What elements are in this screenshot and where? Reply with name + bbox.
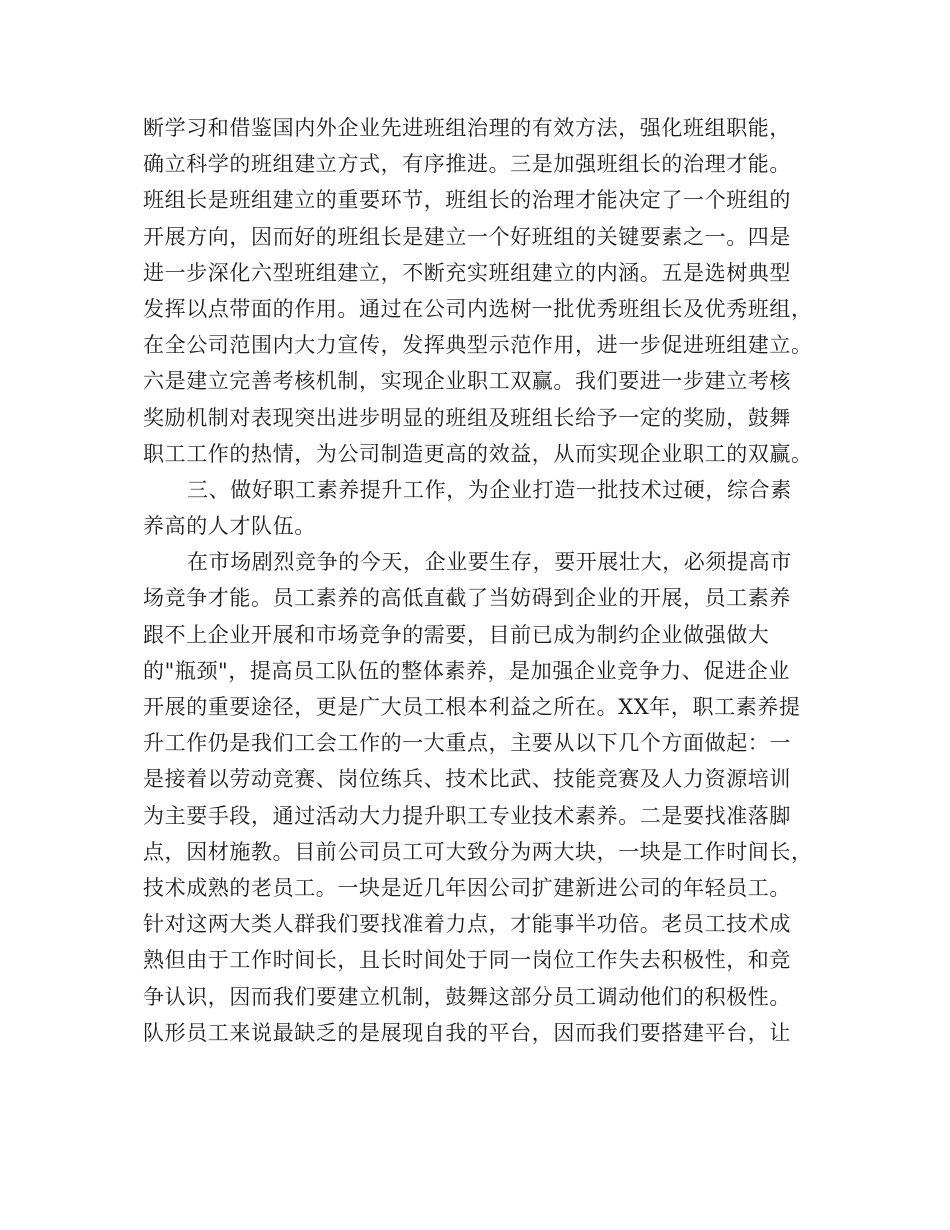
text-line: 升工作仍是我们工会工作的一大重点，主要从以下几个方面做起：一 bbox=[143, 731, 791, 756]
text-line: 技术成熟的老员工。一块是近几年因公司扩建新进公司的年轻员工。 bbox=[143, 875, 791, 900]
text-line: 在全公司范围内大力宣传，发挥典型示范作用，进一步促进班组建立。 bbox=[143, 333, 813, 358]
text-line: 开展方向，因而好的班组长是建立一个好班组的关键要素之一。四是 bbox=[143, 224, 791, 249]
document-body bbox=[143, 110, 813, 1051]
text-line: 发挥以点带面的作用。通过在公司内选树一批优秀班组长及优秀班组， bbox=[143, 296, 813, 321]
text-line: 开展的重要途径，更是广大员工根本利益之所在。XX年，职工素养提 bbox=[143, 695, 801, 719]
text-line: 是接着以劳动竞赛、岗位练兵、技术比武、技能竞赛及人力资源培训 bbox=[143, 767, 791, 792]
text-line: 在市场剧烈竞争的今天，企业要生存，要开展壮大，必须提高市 bbox=[187, 550, 792, 575]
text-line: 确立科学的班组建立方式，有序推进。三是加强班组长的治理才能。 bbox=[143, 152, 791, 177]
text-line: 熟但由于工作时间长，且长时间处于同一岗位工作失去积极性，和竞 bbox=[143, 948, 791, 973]
text-line: 争认识，因而我们要建立机制，鼓舞这部分员工调动他们的积极性。 bbox=[143, 984, 791, 1009]
text-line: 奖励机制对表现突出进步明显的班组及班组长给予一定的奖励，鼓舞 bbox=[143, 405, 791, 430]
text-line: 的"瓶颈"，提高员工队伍的整体素养，是加强企业竞争力、促进企业 bbox=[143, 658, 790, 683]
text-line: 场竞争才能。员工素养的高低直截了当妨碍到企业的开展，员工素养 bbox=[143, 586, 791, 611]
text-line: 点，因材施教。目前公司员工可大致分为两大块，一块是工作时间长， bbox=[143, 839, 813, 864]
text-line: 针对这两大类人群我们要找准着力点，才能事半功倍。老员工技术成 bbox=[143, 912, 791, 937]
text-line: 职工工作的热情，为公司制造更高的效益，从而实现企业职工的双赢。 bbox=[143, 441, 813, 466]
text-line: 六是建立完善考核机制，实现企业职工双赢。我们要进一步建立考核 bbox=[143, 369, 791, 394]
text-line: 三、做好职工素养提升工作，为企业打造一批技术过硬，综合素 bbox=[187, 477, 792, 502]
text-line: 为主要手段，通过活动大力提升职工专业技术素养。二是要找准落脚 bbox=[143, 803, 791, 828]
text-line: 班组长是班组建立的重要环节，班组长的治理才能决定了一个班组的 bbox=[143, 188, 791, 213]
text-line: 养高的人才队伍。 bbox=[143, 514, 316, 539]
text-line: 断学习和借鉴国内外企业先进班组治理的有效方法，强化班组职能， bbox=[143, 116, 791, 140]
text-line: 队形员工来说最缺乏的是展现自我的平台，因而我们要搭建平台，让 bbox=[143, 1020, 791, 1045]
text-line: 进一步深化六型班组建立，不断充实班组建立的内涵。五是选树典型 bbox=[143, 260, 791, 285]
text-line: 跟不上企业开展和市场竞争的需要，目前已成为制约企业做强做大 bbox=[143, 622, 770, 647]
